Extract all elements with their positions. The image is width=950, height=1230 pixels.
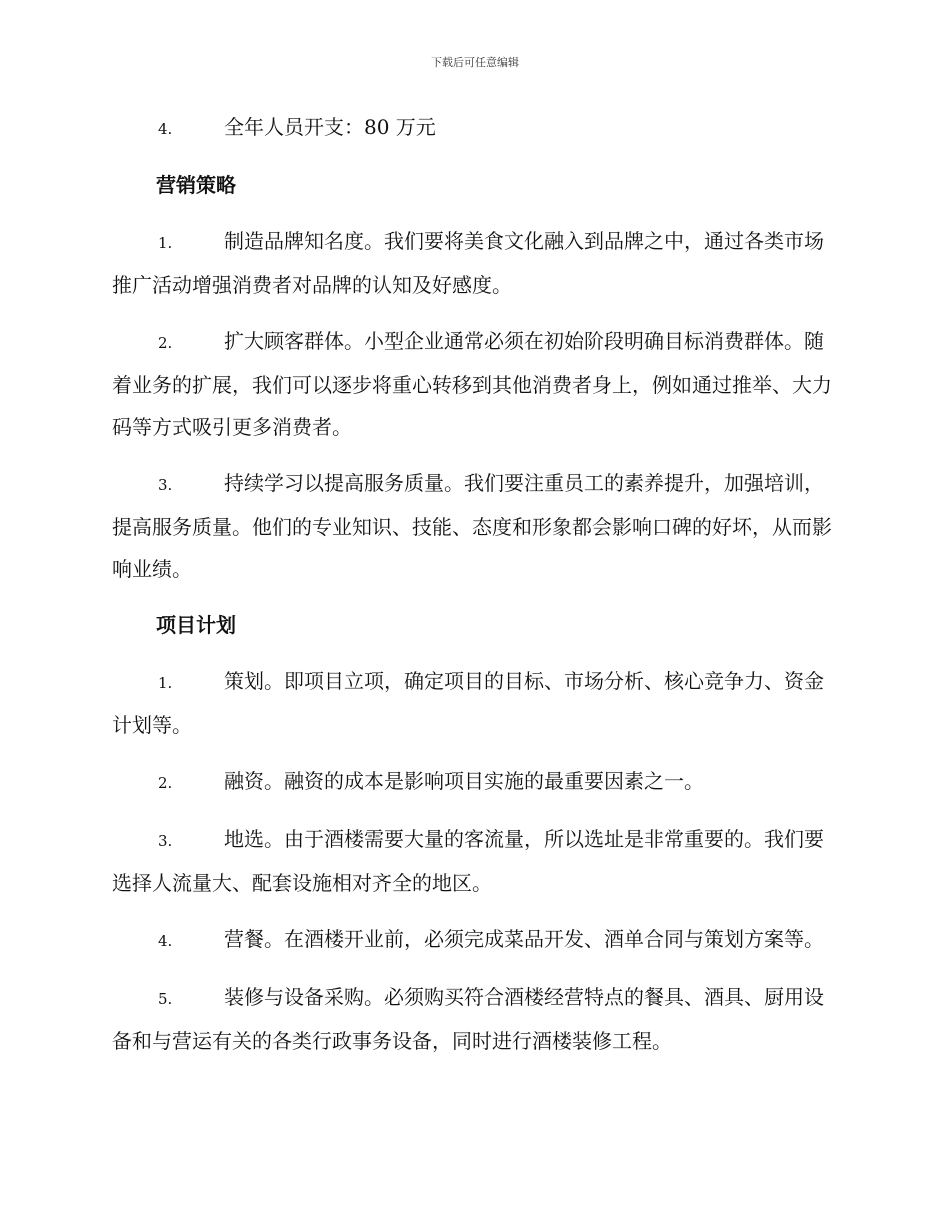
item-number: 2.	[158, 774, 173, 792]
item-number: 1.	[158, 674, 173, 692]
section-heading-project-plan: 项目计划	[156, 613, 236, 637]
item-number: 4.	[158, 120, 173, 138]
item-text: 扩大顾客群体。小型企业通常必须在初始阶段明确目标消费群体。随着业务的扩展，我们可以逐步将重心转移到其他消费者身上，例如通过推举、大力码等方式吸引更多消费者。	[112, 329, 832, 439]
item-text: 地选。由于酒楼需要大量的客流量，所以选址是非常重要的。我们要选择人流量大、配套设施相对齐全的地区。	[112, 827, 824, 895]
item-text: 装修与设备采购。必须购买符合酒楼经营特点的餐具、酒具、厨用设备和与营运有关的各类行政事务设备，同时进行酒楼装修工程。	[112, 985, 824, 1053]
item-number: 2.	[158, 334, 173, 352]
item-number: 3.	[158, 476, 173, 494]
document-body	[112, 106, 834, 1076]
page-header: 下载后可任意编辑	[431, 56, 519, 69]
item-number: 5.	[158, 990, 173, 1008]
section-heading-marketing: 营销策略	[156, 173, 236, 197]
list-item	[112, 976, 834, 1062]
list-item	[112, 462, 834, 590]
list-item	[112, 760, 834, 804]
item-text: 融资。融资的成本是影响项目实施的最重要因素之一。	[224, 769, 704, 793]
list-item	[112, 106, 834, 150]
item-number: 3.	[158, 832, 173, 850]
item-number: 1.	[158, 234, 173, 252]
item-text: 持续学习以提高服务质量。我们要注重员工的素养提升，加强培训，提高服务质量。他们的专业知识、技能、态度和形象都会影响口碑的好坏，从而影响业绩。	[112, 471, 832, 581]
item-text: 全年人员开支：80 万元	[224, 115, 436, 139]
list-item	[112, 660, 834, 746]
list-item	[112, 220, 834, 306]
list-item	[112, 818, 834, 904]
item-number: 4.	[158, 932, 173, 950]
list-item	[112, 918, 834, 962]
item-text: 制造品牌知名度。我们要将美食文化融入到品牌之中，通过各类市场推广活动增强消费者对品牌的认知及好感度。	[112, 229, 824, 297]
item-text: 营餐。在酒楼开业前，必须完成菜品开发、酒单合同与策划方案等。	[224, 927, 824, 951]
list-item	[112, 320, 834, 448]
item-text: 策划。即项目立项，确定项目的目标、市场分析、核心竞争力、资金计划等。	[112, 669, 824, 737]
